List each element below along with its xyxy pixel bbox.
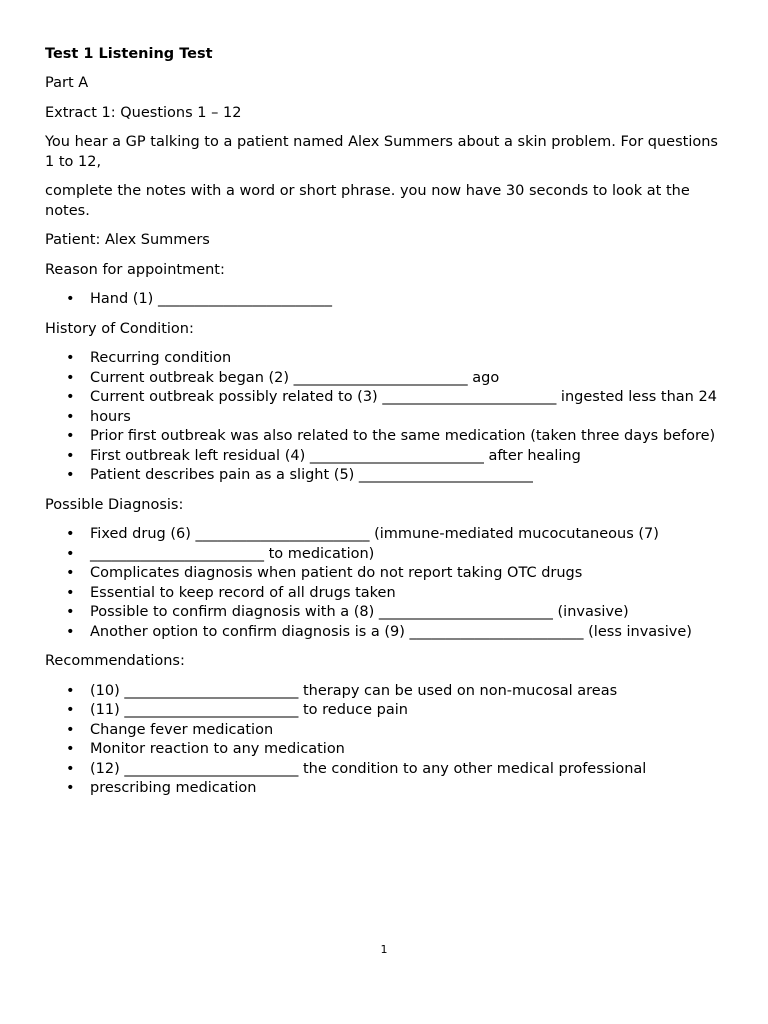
document-title: Test 1 Listening Test	[45, 46, 213, 62]
list-item: • ________________________ to medication)	[90, 545, 725, 565]
diagnosis-heading: Possible Diagnosis:	[45, 496, 184, 513]
list-item: • Fixed drug (6) ________________________ (immune-mediated mucocutaneous (7)	[90, 525, 725, 545]
list-item: • Current outbreak began (2) ________________________ ago	[90, 369, 725, 389]
extract-label: Extract 1: Questions 1 – 12	[45, 104, 242, 121]
reason-heading: Reason for appointment:	[45, 261, 225, 278]
intro-paragraph-1: You hear a GP talking to a patient named Alex Summers about a skin problem. For questions 1 to 12,	[45, 134, 718, 170]
list-item: • Current outbreak possibly related to (3) ________________________ ingested less than 24	[90, 388, 725, 408]
diagnosis-list	[45, 525, 725, 642]
list-item: • Possible to confirm diagnosis with a (8) ________________________ (invasive)	[90, 603, 725, 623]
list-item: • Patient describes pain as a slight (5) ________________________	[90, 466, 725, 486]
reason-list	[45, 290, 725, 310]
list-item: • Essential to keep record of all drugs taken	[90, 584, 725, 604]
list-item: • Monitor reaction to any medication	[90, 740, 725, 760]
list-item: • hours	[90, 408, 725, 428]
list-item: • (10) ________________________ therapy can be used on non-mucosal areas	[90, 682, 725, 702]
part-label: Part A	[45, 75, 89, 91]
list-item: • Hand (1) ________________________	[90, 290, 725, 310]
document-page	[45, 44, 725, 809]
history-list	[45, 349, 725, 486]
history-heading: History of Condition:	[45, 320, 194, 337]
list-item: • Change fever medication	[90, 721, 725, 741]
list-item: • Another option to confirm diagnosis is a (9) ________________________ (less invasive)	[90, 623, 725, 643]
list-item: • Recurring condition	[90, 349, 725, 369]
list-item: • prescribing medication	[90, 779, 725, 799]
list-item: • (11) ________________________ to reduce pain	[90, 701, 725, 721]
intro-paragraph-2: complete the notes with a word or short phrase. you now have 30 seconds to look at the notes.	[45, 183, 690, 219]
recommendations-heading: Recommendations:	[45, 653, 185, 669]
recommendations-list	[45, 682, 725, 799]
list-item: • Prior first outbreak was also related to the same medication (taken three days before)	[90, 427, 725, 447]
patient-name: Patient: Alex Summers	[45, 232, 210, 248]
page-number: 1	[380, 943, 388, 956]
list-item: • First outbreak left residual (4) ________________________ after healing	[90, 447, 725, 467]
list-item: • Complicates diagnosis when patient do not report taking OTC drugs	[90, 564, 725, 584]
list-item: • (12) ________________________ the condition to any other medical professional	[90, 760, 725, 780]
